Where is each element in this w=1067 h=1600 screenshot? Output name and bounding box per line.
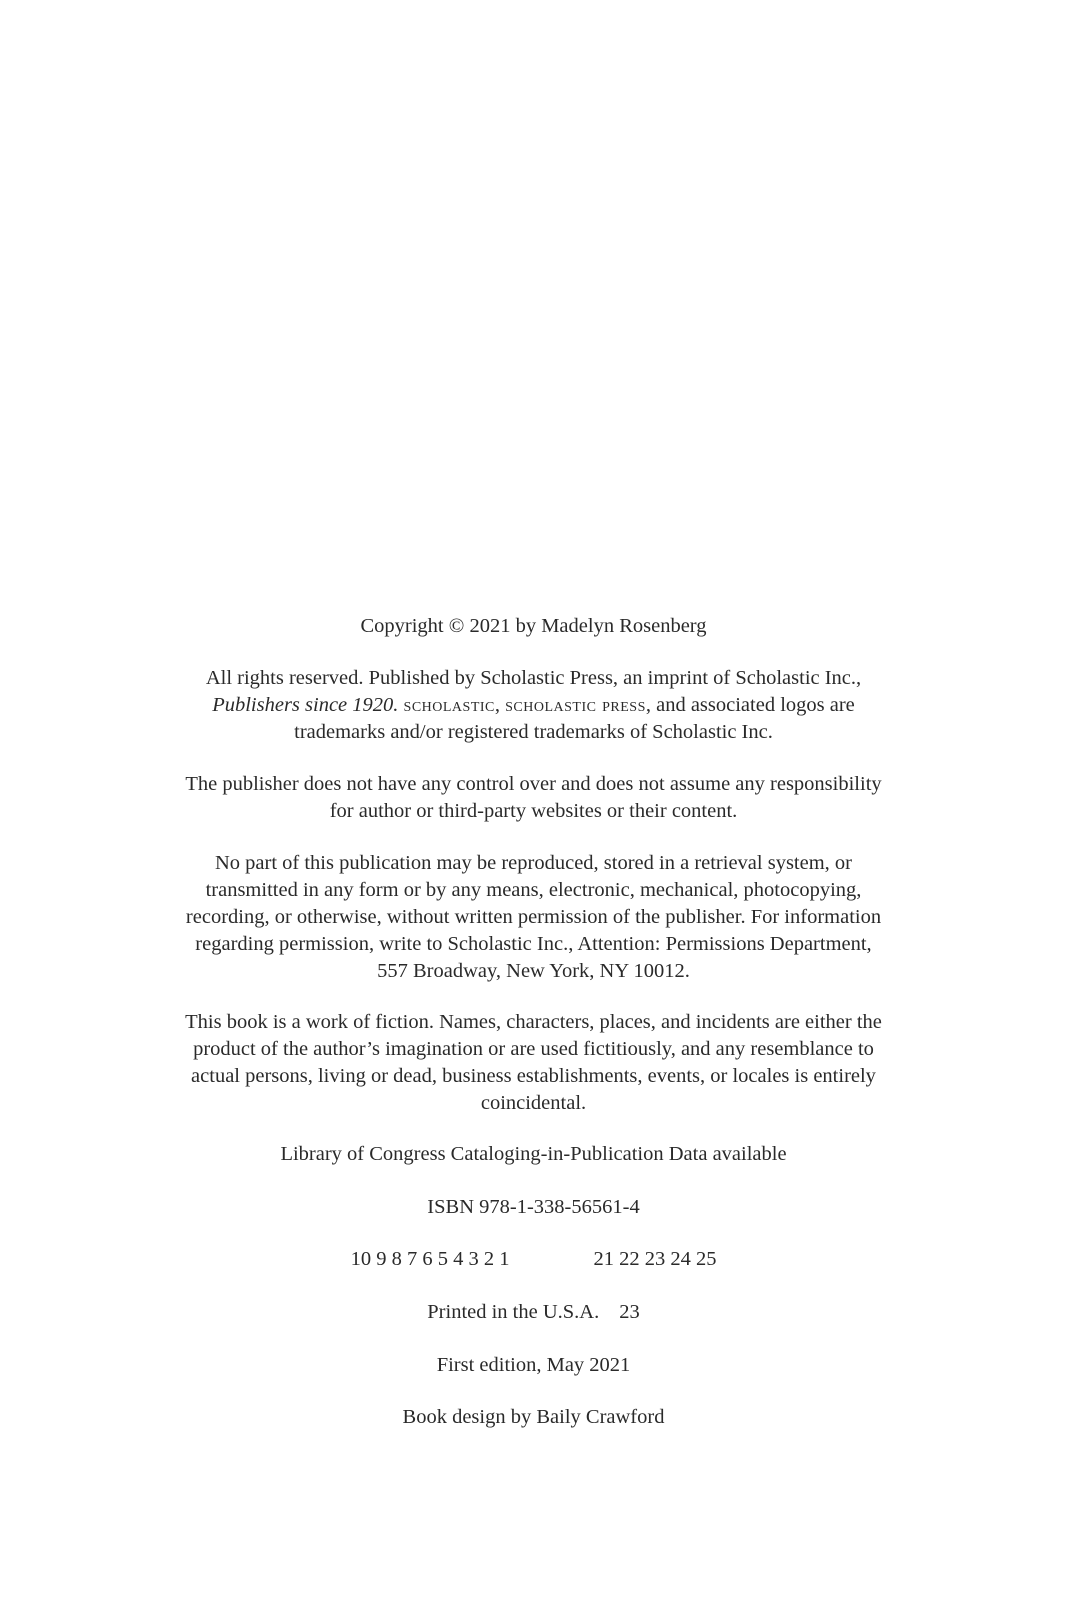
edition-text: First edition, May 2021 xyxy=(436,1354,631,1376)
printing-numbers: 10 9 8 7 6 5 4 3 2 1 xyxy=(350,1248,510,1270)
printed-code: 23 xyxy=(619,1301,640,1323)
edition-line xyxy=(437,1352,631,1379)
design-credit-text: Book design by Baily Crawford xyxy=(402,1406,665,1428)
printed-in-text: Printed in the U.S.A. xyxy=(427,1301,600,1323)
design-credit-line xyxy=(403,1404,665,1431)
reproduction-notice xyxy=(186,850,881,985)
rights-line-3: trademarks and/or registered trademarks of Scholastic Inc. xyxy=(294,721,773,743)
fiction-notice xyxy=(185,1009,882,1117)
publishers-since-italic: Publishers since 1920. xyxy=(212,694,399,716)
rights-line-2 xyxy=(206,692,861,719)
printed-in-line xyxy=(427,1299,639,1326)
copyright-line xyxy=(360,613,706,640)
reproduction-line: recording, or otherwise, without written permission of the publisher. For information xyxy=(185,906,882,928)
fiction-line: actual persons, living or dead, business establishments, events, or locales is entirely xyxy=(191,1065,876,1087)
reproduction-line: 557 Broadway, New York, NY 10012. xyxy=(377,960,690,982)
rights-line-1: All rights reserved. Published by Scholastic Press, an imprint of Scholastic Inc., xyxy=(205,667,862,689)
disclaimer-line: The publisher does not have any control over and does not assume any responsibility xyxy=(185,773,882,795)
isbn-line xyxy=(427,1194,639,1221)
reproduction-line: transmitted in any form or by any means, electronic, mechanical, photocopying, xyxy=(205,879,862,901)
copyright-text: Copyright © 2021 by Madelyn Rosenberg xyxy=(360,615,707,637)
printing-number-line xyxy=(351,1246,717,1273)
cip-line xyxy=(280,1141,786,1168)
fiction-line: coincidental. xyxy=(480,1092,587,1114)
fiction-line: This book is a work of fiction. Names, characters, places, and incidents are either the xyxy=(185,1011,882,1033)
rights-paragraph xyxy=(206,665,861,746)
disclaimer-line: for author or third-party websites or their content. xyxy=(329,800,738,822)
scholastic-press-trademark: scholastic press xyxy=(505,694,646,716)
rights-line-2-rest: , and associated logos are xyxy=(645,694,855,716)
year-numbers: 21 22 23 24 25 xyxy=(593,1248,717,1270)
cip-text: Library of Congress Cataloging-in-Publication Data available xyxy=(280,1143,787,1165)
isbn-text: ISBN 978-1-338-56561-4 xyxy=(427,1196,640,1218)
printing-number-row xyxy=(351,1246,717,1273)
fiction-line: product of the author’s imagination or are used fictitiously, and any resemblance to xyxy=(193,1038,874,1060)
scholastic-trademark: scholastic xyxy=(403,694,495,716)
reproduction-line: No part of this publication may be reproduced, stored in a retrieval system, or xyxy=(214,852,853,874)
reproduction-line: regarding permission, write to Scholastic Inc., Attention: Permissions Department, xyxy=(195,933,872,955)
trademark-separator: , xyxy=(494,694,506,716)
printed-in-row xyxy=(427,1299,639,1326)
publisher-disclaimer xyxy=(185,771,881,825)
